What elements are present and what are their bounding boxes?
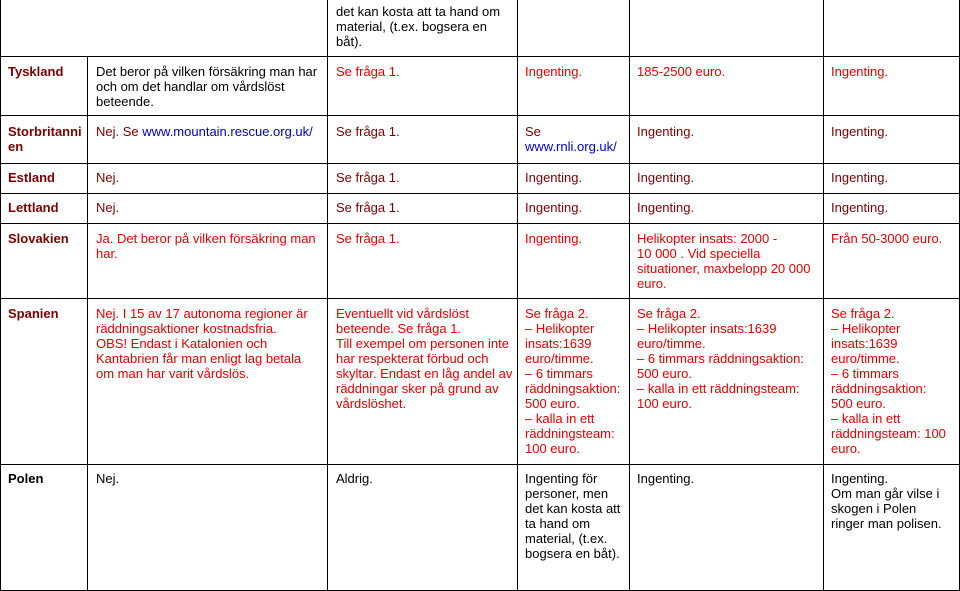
storbritannien-col2-text: Nej. Se [96, 124, 143, 139]
mountain-rescue-link[interactable]: www.mountain.rescue.org.uk/ [142, 124, 313, 139]
spanien-col6: Se fråga 2. – Helikopter insats:1639 euro/timme. – 6 timmars räddningsaktion: 500 euro. – kalla in ett räddningsteam: 100 euro. [831, 306, 946, 456]
estland-col5: Ingenting. [637, 170, 695, 185]
slovakien-col2: Ja. Det beror på vilken försäkring man har. [96, 231, 316, 261]
lettland-col4: Ingenting. [525, 200, 583, 215]
row-divider [0, 115, 960, 116]
spanien-col3: Eventuellt vid vårdslöst beteende. Se fråga 1. Till exempel om personen inte har respekterat förbud och skyltar. Endast en låg andel av räddningar sker på grund av vårdslöshet. [336, 306, 513, 411]
polen-col4: Ingenting för personer, men det kan kosta att ta hand om material, (t.ex. bogsera en båt). [525, 471, 621, 561]
country-spanien: Spanien [8, 306, 59, 321]
storbritannien-col6: Ingenting. [831, 124, 889, 139]
storbritannien-col5: Ingenting. [637, 124, 695, 139]
polen-col2: Nej. [96, 471, 120, 486]
polen-col6: Ingenting. Om man går vilse i skogen i Polen ringer man polisen. [831, 471, 942, 531]
estland-col3: Se fråga 1. [336, 170, 400, 185]
storbritannien-col2 [96, 124, 321, 139]
country-lettland: Lettland [8, 200, 59, 215]
spanien-col2: Nej. I 15 av 17 autonoma regioner är räddningsaktioner kostnadsfria. OBS! Endast i Katalonien och Kantabrien får man enligt lag betala om man har varit vårdslös. [96, 306, 308, 381]
lettland-col3: Se fråga 1. [336, 200, 400, 215]
row-divider [0, 464, 960, 465]
storbritannien-col4 [525, 124, 627, 154]
country-slovakien: Slovakien [8, 231, 69, 246]
tyskland-col6: Ingenting. [831, 64, 889, 79]
storbritannien-col4-text: Se [525, 124, 541, 139]
tyskland-col2: Det beror på vilken försäkring man har och om det handlar om vårdslöst beteende. [96, 64, 318, 109]
row-divider [0, 56, 960, 57]
polen-col3: Aldrig. [336, 471, 373, 486]
row-divider [0, 193, 960, 194]
spanien-col5: Se fråga 2. – Helikopter insats:1639 euro/timme. – 6 timmars räddningsaktion: 500 euro. – kalla in ett räddningsteam: 100 euro. [637, 306, 804, 411]
row-divider [0, 223, 960, 224]
row-divider [0, 298, 960, 299]
storbritannien-col3: Se fråga 1. [336, 124, 400, 139]
col-divider [0, 0, 1, 591]
col-divider [823, 0, 824, 591]
slovakien-col3: Se fråga 1. [336, 231, 400, 246]
tyskland-col4: Ingenting. [525, 64, 583, 79]
estland-col4: Ingenting. [525, 170, 583, 185]
lettland-col2: Nej. [96, 200, 120, 215]
tyskland-col5: 185-2500 euro. [637, 64, 726, 79]
polen-col5: Ingenting. [637, 471, 695, 486]
tyskland-col3: Se fråga 1. [336, 64, 400, 79]
lettland-col5: Ingenting. [637, 200, 695, 215]
country-tyskland: Tyskland [8, 64, 64, 79]
slovakien-col6: Från 50-3000 euro. [831, 231, 943, 246]
spanien-col4: Se fråga 2. – Helikopter insats:1639 euro/timme. – 6 timmars räddningsaktion: 500 euro. – kalla in ett räddningsteam: 100 euro. [525, 306, 621, 456]
slovakien-col5: Helikopter insats: 2000 - 10 000 . Vid speciella situationer, maxbelopp 20 000 euro. [637, 231, 811, 291]
lettland-col6: Ingenting. [831, 200, 889, 215]
col-divider [629, 0, 630, 591]
rnli-link[interactable]: www.rnli.org.uk/ [525, 139, 617, 154]
country-polen: Polen [8, 471, 44, 486]
slovakien-col4: Ingenting. [525, 231, 583, 246]
estland-col2: Nej. [96, 170, 120, 185]
country-estland: Estland [8, 170, 55, 185]
top-col3-text: det kan kosta att ta hand om material, (t.ex. bogsera en båt). [336, 4, 501, 49]
row-divider [0, 163, 960, 164]
col-divider [517, 0, 518, 591]
estland-col6: Ingenting. [831, 170, 889, 185]
country-storbritannien: Storbritanni en [8, 124, 82, 154]
col-divider [327, 0, 328, 591]
